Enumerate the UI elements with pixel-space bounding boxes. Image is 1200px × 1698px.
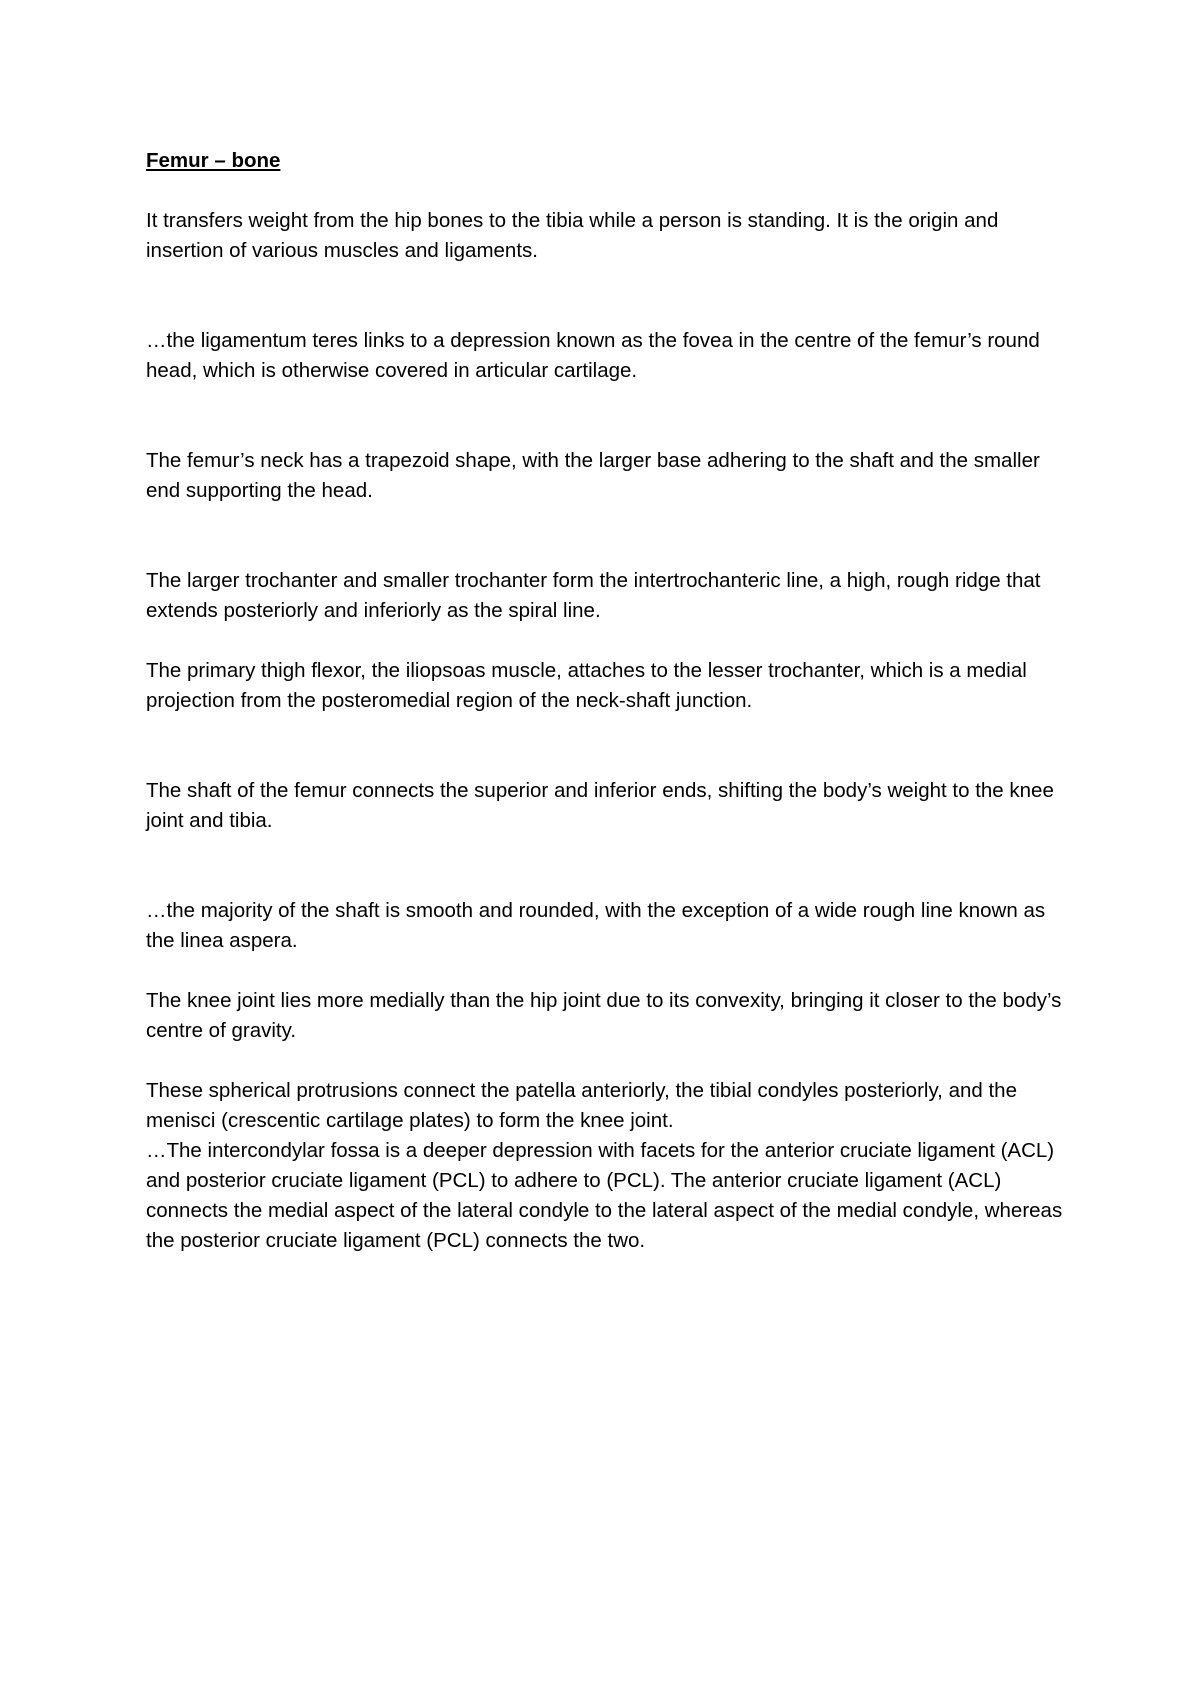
paragraph-iliopsoas: The primary thigh flexor, the iliopsoas muscle, attaches to the lesser trochanter, which is a medial projection from the posteromedial region of the neck-shaft junction. <box>146 659 1027 712</box>
paragraph-knee-joint: The knee joint lies more medially than the hip joint due to its convexity, bringing it closer to the body’s centre of gravity. <box>146 989 1062 1042</box>
paragraph-weight-transfer: It transfers weight from the hip bones to the tibia while a person is standing. It is the origin and insertion of various muscles and ligaments. <box>146 209 999 262</box>
paragraph-trochanters: The larger trochanter and smaller trochanter form the intertrochanteric line, a high, rough ridge that extends posteriorly and inferiorly as the spiral line. <box>146 569 1041 622</box>
document-title: Femur – bone <box>146 149 281 172</box>
paragraph-ligamentum-teres: …the ligamentum teres links to a depression known as the fovea in the centre of the femur’s round head, which is otherwise covered in articular cartilage. <box>146 329 1040 382</box>
document-body <box>146 146 1066 1256</box>
paragraph-femur-neck: The femur’s neck has a trapezoid shape, with the larger base adhering to the shaft and the smaller end supporting the head. <box>146 449 1040 502</box>
paragraph-linea-aspera: …the majority of the shaft is smooth and rounded, with the exception of a wide rough line known as the linea aspera. <box>146 899 1046 952</box>
paragraph-femur-shaft: The shaft of the femur connects the superior and inferior ends, shifting the body’s weight to the knee joint and tibia. <box>146 779 1054 832</box>
paragraph-condyles: These spherical protrusions connect the patella anteriorly, the tibial condyles posteriorly, and the menisci (crescentic cartilage plates) to form the knee joint. <box>146 1079 1017 1132</box>
paragraph-intercondylar-fossa: …The intercondylar fossa is a deeper depression with facets for the anterior cruciate ligament (ACL) and posterior cruciate ligament (PCL) to adhere to (PCL). The anterior cruciate ligament (ACL) connects the medial aspect of the lateral condyle to the lateral aspect of the medial condyle, whereas the posterior cruciate ligament (PCL) connects the two. <box>146 1139 1063 1252</box>
